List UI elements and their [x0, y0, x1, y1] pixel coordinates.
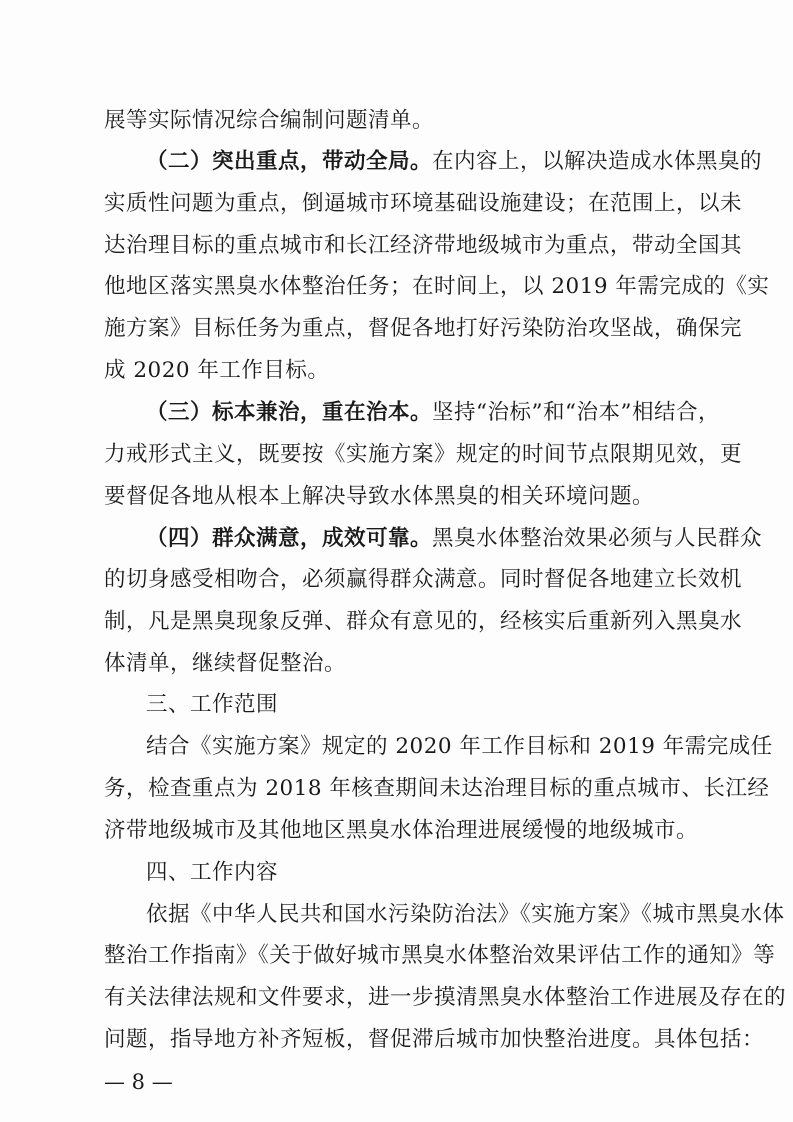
heading-2-bold: （二）突出重点，带动全局。: [146, 149, 433, 174]
heading-4-bold: （四）群众满意，成效可靠。: [146, 526, 433, 551]
text-line: 有关法律法规和文件要求，进一步摸清黑臭水体整治工作进展及存在的: [104, 985, 787, 1010]
text-line: 要督促各地从根本上解决导致水体黑臭的相关环境问题。: [104, 484, 655, 509]
text-line: 施方案》目标任务为重点，督促各地打好污染防治攻坚战，确保完: [104, 316, 743, 341]
text-line: 依据《中华人民共和国水污染防治法》《实施方案》《城市黑臭水体: [146, 902, 785, 927]
text-line: 济带地级城市及其他地区黑臭水体治理进展缓慢的地级城市。: [104, 818, 699, 843]
text-line: 成 2020 年工作目标。: [104, 358, 330, 383]
text-line: 问题，指导地方补齐短板，督促滞后城市加快整治进度。具体包括：: [104, 1027, 765, 1052]
text-line: 制，凡是黑臭现象反弹、群众有意见的，经核实后重新列入黑臭水: [104, 609, 743, 634]
heading-3-rest: 坚持“治标”和“治本”相结合，: [432, 400, 720, 425]
text-line: 的切身感受相吻合，必须赢得群众满意。同时督促各地建立长效机: [104, 567, 743, 592]
text-line: 体清单，继续督促整治。: [104, 651, 347, 676]
text-line: 务，检查重点为 2018 年核查期间未达治理目标的重点城市、长江经: [104, 776, 770, 801]
page-number: — 8 —: [104, 1070, 173, 1094]
section-heading: 三、工作范围: [146, 692, 279, 717]
text-line: 结合《实施方案》规定的 2020 年工作目标和 2019 年需完成任: [146, 734, 773, 759]
section-heading: 四、工作内容: [146, 860, 279, 885]
heading-3-bold: （三）标本兼治，重在治本。: [146, 400, 433, 425]
text-line: 展等实际情况综合编制问题清单。: [104, 108, 435, 133]
text-line: 他地区落实黑臭水体整治任务；在时间上，以 2019 年需完成的《实: [104, 274, 770, 299]
heading-3-line: [146, 399, 720, 427]
heading-4-line: [146, 525, 763, 553]
heading-4-rest: 黑臭水体整治效果必须与人民群众: [432, 526, 763, 551]
text-line: 力戒形式主义，既要按《实施方案》规定的时间节点限期见效，更: [104, 442, 743, 467]
heading-2-rest: 在内容上，以解决造成水体黑臭的: [432, 149, 763, 174]
text-line: 达治理目标的重点城市和长江经济带地级城市为重点，带动全国其: [104, 233, 743, 258]
text-line: 整治工作指南》《关于做好城市黑臭水体整治效果评估工作的通知》等: [104, 943, 776, 968]
heading-2-line: [146, 148, 763, 176]
text-line: 实质性问题为重点，倒逼城市环境基础设施建设；在范围上，以未: [104, 191, 743, 216]
